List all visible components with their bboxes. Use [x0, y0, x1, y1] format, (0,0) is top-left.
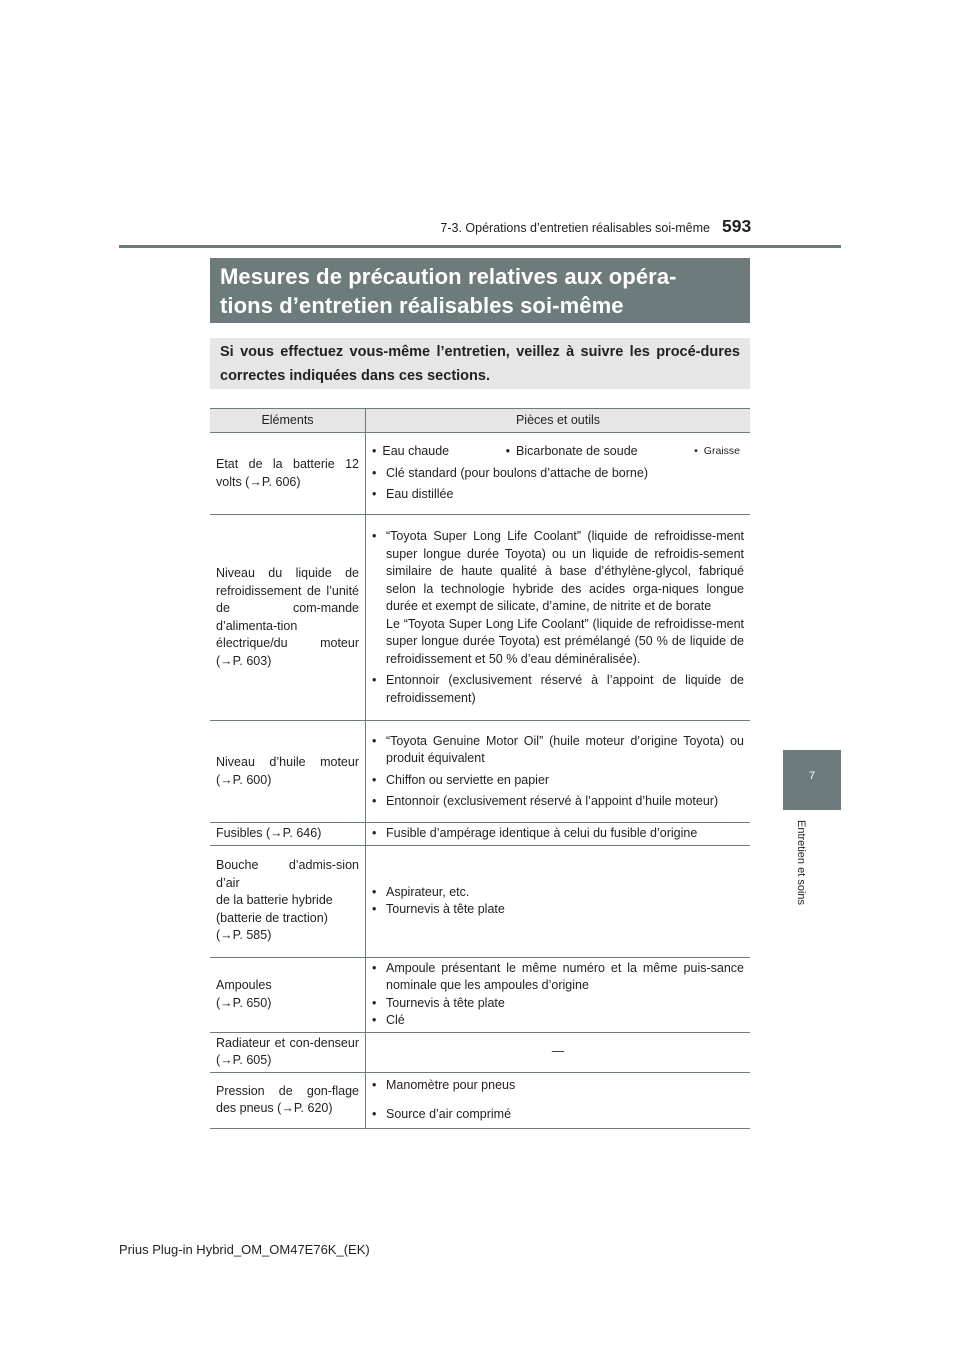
list-item: • Clé standard (pour boulons d’attache de borne): [372, 465, 744, 483]
table-row: [210, 845, 750, 957]
list-item: • Clé: [372, 1012, 744, 1030]
item-list: [372, 733, 744, 811]
element-text: de la batterie hybride: [216, 893, 333, 908]
table-row: [210, 515, 750, 721]
table-header-row: [210, 409, 750, 433]
element-text: (→P. 585): [216, 928, 272, 943]
parts-cell: [366, 845, 751, 957]
column-header-parts: Pièces et outils: [366, 409, 751, 433]
table-row: [210, 1072, 750, 1128]
section-title: 7-3. Opérations d’entretien réalisables soi-même: [440, 221, 710, 235]
table-row: [210, 433, 750, 515]
list-item: • Tournevis à tête plate: [372, 995, 744, 1013]
element-text: (→P. 650): [216, 995, 272, 1010]
list-item: • “Toyota Genuine Motor Oil” (huile moteur d’origine Toyota) ou produit équivalent: [372, 733, 744, 768]
section-heading-text: Mesures de précaution relatives aux opéra- tions d’entretien réalisables soi-même: [220, 264, 677, 318]
list-item: • Tournevis à tête plate: [372, 901, 744, 919]
element-cell: [210, 1032, 366, 1072]
element-text: Fusibles (→P. 646): [216, 826, 322, 840]
element-text: Etat de la batterie 12 volts (→P. 606): [216, 457, 359, 489]
list-item: • Eau distillée: [372, 486, 744, 504]
element-text: (batterie de traction): [216, 910, 328, 925]
inline-items: [372, 443, 744, 461]
parts-cell: [366, 1072, 751, 1128]
list-item: • Aspirateur, etc.: [372, 884, 744, 902]
list-item: • Fusible d’ampérage identique à celui du fusible d’origine: [372, 825, 744, 843]
inline-item: • Eau chaude: [372, 443, 449, 461]
element-text: Ampoules: [216, 978, 272, 992]
element-text: Niveau du liquide de refroidissement de l’unité de com-mande d’alimenta-tion électrique/du moteur (→P. 603): [216, 566, 359, 668]
chapter-number: 7: [808, 770, 816, 782]
list-item: • Entonnoir (exclusivement réservé à l’appoint d’huile moteur): [372, 793, 744, 811]
list-item: • Entonnoir (exclusivement réservé à l’appoint de liquide de refroidissement): [372, 672, 744, 707]
footer-document-id: Prius Plug-in Hybrid_OM_OM47E76K_(EK): [119, 1242, 370, 1257]
element-cell: [210, 845, 366, 957]
element-cell: [210, 721, 366, 823]
intro-note: Si vous effectuez vous-même l’entretien, veillez à suivre les procé-dures correctes indiquées dans ces sections.: [210, 338, 750, 389]
element-cell: [210, 1072, 366, 1128]
inline-item: • Graisse: [694, 443, 740, 461]
inline-item: • Bicarbonate de soude: [506, 443, 638, 461]
item-list: [372, 825, 744, 843]
column-header-elements: Eléments: [210, 409, 366, 433]
parts-cell: [366, 823, 751, 846]
element-cell: [210, 515, 366, 721]
item-list: [372, 1077, 744, 1124]
element-text: Niveau d’huile moteur (→P. 600): [216, 755, 359, 787]
parts-and-tools-table: [210, 408, 750, 1129]
list-item: • Manomètre pour pneus: [372, 1077, 744, 1095]
parts-cell: [366, 433, 751, 515]
table-row: [210, 1032, 750, 1072]
item-text: “Toyota Super Long Life Coolant” (liquide de refroidisse-ment super longue durée Toyota) ou un liquide de refroidis-sement similaire de haute qualité à base d’éthylène-glycol, fabriqué selon la technologie hybride des acides orga-niques longue durée et exempt de silicate, d’amine, de nitrite et de borate: [386, 529, 744, 613]
item-note: Le “Toyota Super Long Life Coolant” (liquide de refroidisse-ment super longue durée Toyota) est prémélangé (50 % de liquide de refroidissement et 50 % d’eau déminéralisée).: [386, 616, 744, 666]
chapter-side-label: Entretien et soins: [795, 820, 807, 905]
element-text: Pression de gon-flage des pneus (→P. 620): [216, 1083, 359, 1115]
header-rule: [119, 245, 841, 248]
page-number: 593: [722, 216, 752, 236]
item-list: [372, 528, 744, 707]
section-heading: [210, 258, 750, 323]
table-row: [210, 957, 750, 1032]
parts-cell: [366, 721, 751, 823]
item-list: [372, 884, 744, 919]
list-item: • Chiffon ou serviette en papier: [372, 772, 744, 790]
table-row: [210, 823, 750, 846]
list-item: • Ampoule présentant le même numéro et la même puis-sance nominale que les ampoules d’origine: [372, 960, 744, 995]
item-list: [372, 465, 744, 504]
element-cell: [210, 823, 366, 846]
list-item: [372, 528, 744, 668]
parts-cell-empty: —: [366, 1032, 751, 1072]
table-row: [210, 721, 750, 823]
element-cell: [210, 957, 366, 1032]
list-item: • Source d’air comprimé: [372, 1106, 744, 1124]
item-list: [372, 960, 744, 1030]
parts-cell: [366, 515, 751, 721]
element-text: Bouche d’admis-sion d’air: [216, 858, 359, 890]
element-text: Radiateur et con-denseur (→P. 605): [216, 1035, 359, 1067]
chapter-tab: [783, 750, 841, 810]
element-cell: [210, 433, 366, 515]
parts-cell: [366, 957, 751, 1032]
